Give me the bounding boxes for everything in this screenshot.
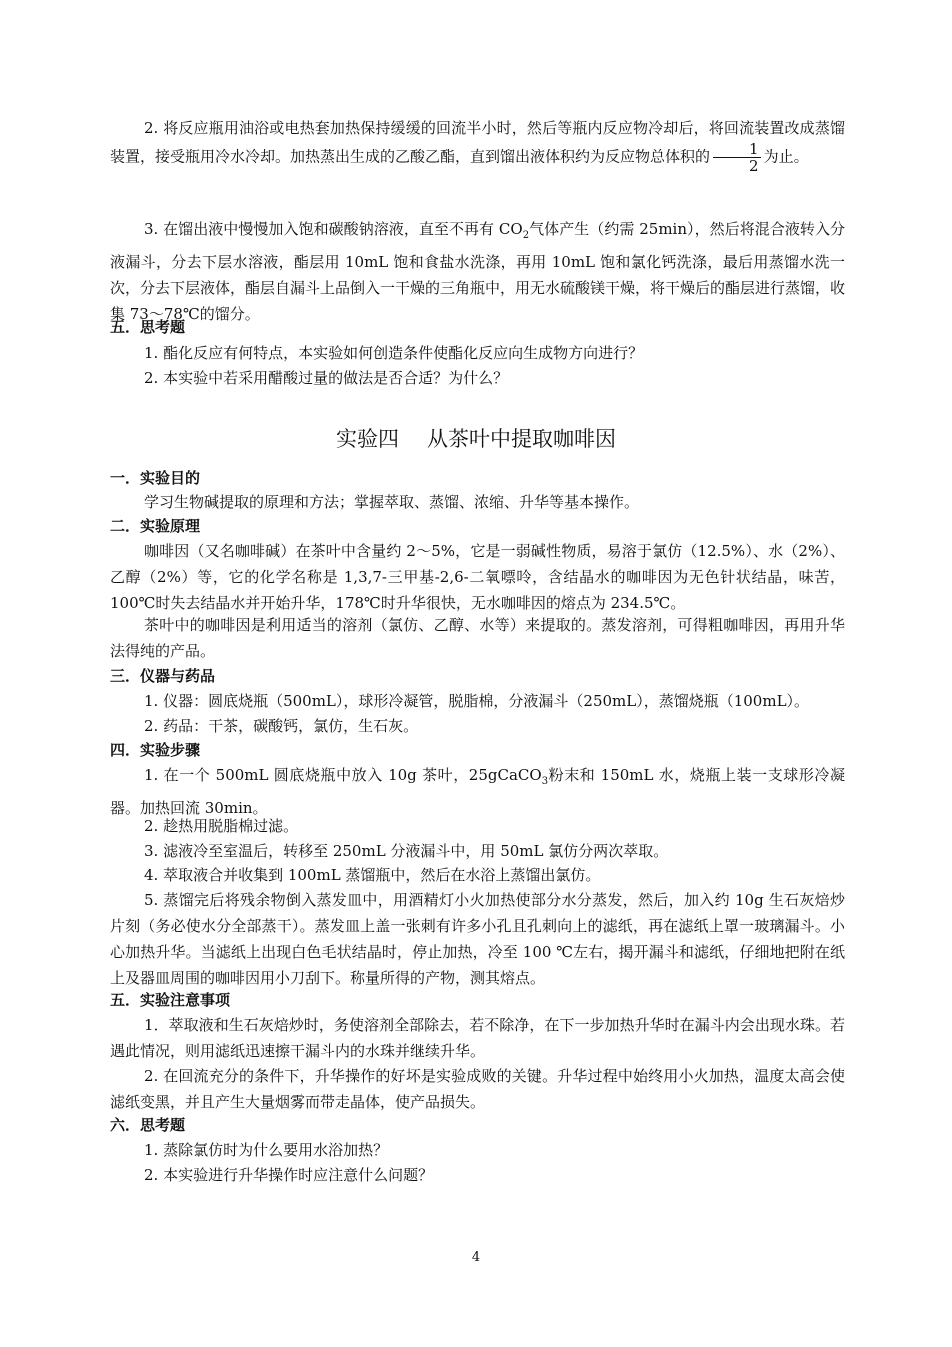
section-6-heading: 六．思考题 (110, 1116, 186, 1134)
section-4-step-4: 4. 萃取液合并收集到 100mL 蒸馏瓶中，然后在水浴上蒸馏出氯仿。 (144, 866, 601, 884)
section-2-paragraph-2: 茶叶中的咖啡因是利用适当的溶剂（氯仿、乙醇、水等）来提取的。蒸发溶剂，可得粗咖啡因，再用升华法得纯的产品。 (110, 616, 845, 660)
prev-step-3 (110, 216, 845, 327)
section-3-item-1: 1. 仪器：圆底烧瓶（500mL），球形冷凝管，脱脂棉，分液漏斗（250mL），蒸馏烧瓶（100mL）。 (144, 692, 810, 710)
section-4-step-1-text-a: 1. 在一个 500mL 圆底烧瓶中放入 10g 茶叶，25gCaCO (144, 766, 542, 784)
section-1-text: 学习生物碱提取的原理和方法；掌握萃取、蒸馏、浓缩、升华等基本操作。 (144, 493, 640, 511)
experiment-number: 实验四 (336, 427, 399, 451)
prev-section-5-heading: 五．思考题 (110, 318, 186, 336)
prev-step-2-end: 为止。 (763, 147, 809, 166)
section-3-item-2: 2. 药品：干茶，碳酸钙，氯仿，生石灰。 (144, 717, 419, 735)
section-1-heading: 一．实验目的 (110, 469, 201, 487)
section-2-heading: 二．实验原理 (110, 517, 201, 535)
section-5-note-1: 1．萃取液和生石灰焙炒时，务使溶剂全部除去，若不除净，在下一步加热升华时在漏斗内会出现水珠。若遇此情况，则用滤纸迅速擦干漏斗内的水珠并继续升华。 (110, 1016, 845, 1060)
page-number: 4 (471, 1250, 481, 1265)
prev-step-2-text: 2. 将反应瓶用油浴或电热套加热保持缓缓的回流半小时，然后等瓶内反应物冷却后，将回流装置改成蒸馏装置，接受瓶用冷水冷却。加热蒸出生成的乙酸乙酯，直到馏出液体积约为反应物总体积的 (110, 119, 845, 166)
fraction-numerator: 1 (713, 141, 761, 158)
prev-question-2: 2. 本实验中若采用醋酸过量的做法是否合适？为什么？ (144, 369, 509, 387)
prev-question-1: 1. 酯化反应有何特点，本实验如何创造条件使酯化反应向生成物方向进行？ (144, 344, 644, 362)
section-6-question-2: 2. 本实验进行升华操作时应注意什么问题？ (144, 1166, 434, 1184)
fraction-denominator: 2 (749, 157, 759, 175)
section-2-paragraph-1: 咖啡因（又名咖啡碱）在茶叶中含量约 2～5%，它是一弱碱性物质，易溶于氯仿（12.5%）、水（2%）、乙醇（2%）等，它的化学名称是 1,3,7-三甲基-2,6-二氧嘌呤，含结晶水的咖啡因为无色针状结晶，味苦，100℃时失去结晶水并开始升华，178℃时升华很快，无水咖啡因的熔点为 234.5℃。 (110, 542, 845, 612)
experiment-name: 从茶叶中提取咖啡因 (427, 427, 616, 451)
section-5-heading: 五．实验注意事项 (110, 991, 231, 1009)
experiment-title (0, 424, 952, 454)
section-5-note-2: 2. 在回流充分的条件下，升华操作的好坏是实验成败的关键。升华过程中始终用小火加热，温度太高会使滤纸变黑，并且产生大量烟雾而带走晶体，使产品损失。 (110, 1067, 845, 1111)
section-6-question-1: 1. 蒸除氯仿时为什么要用水浴加热？ (144, 1141, 389, 1159)
prev-step-3-text-b: 气体产生（约需 25min），然后将混合液转入分液漏斗，分去下层水溶液，酯层用 10mL 饱和食盐水洗涤，再用 10mL 饱和氯化钙洗涤，最后用蒸馏水洗一次，分去下层液体，酯层自漏斗上品倒入一干燥的三角瓶中，用无水硫酸镁干燥，将干燥后的酯层进行蒸馏，收集 73～78℃的馏分。 (110, 220, 846, 323)
co2-subscript: 2 (522, 230, 530, 241)
caco3-subscript: 3 (541, 776, 549, 787)
prev-step-2 (110, 115, 845, 174)
section-4-step-3: 3. 滤液冷至室温后，转移至 250mL 分液漏斗中，用 50mL 氯仿分两次萃取。 (144, 842, 669, 860)
section-4-step-5: 5. 蒸馏完后将残余物倒入蒸发皿中，用酒精灯小火加热使部分水分蒸发，然后，加入约 10g 生石灰焙炒片刻（务必使水分全部蒸干）。蒸发皿上盖一张刺有许多小孔且孔刺向上的滤纸，再在滤纸上罩一玻璃漏斗。小心加热升华。当滤纸上出现白色毛状结晶时，停止加热，冷至 100 ℃左右，揭开漏斗和滤纸，仔细地把附在纸上及器皿周围的咖啡因用小刀刮下。称量所得的产物，测其熔点。 (110, 891, 845, 987)
section-4-heading: 四．实验步骤 (110, 741, 201, 759)
section-4-step-2: 2. 趁热用脱脂棉过滤。 (144, 817, 299, 835)
prev-step-3-text-a: 3. 在馏出液中慢慢加入饱和碳酸钠溶液，直至不再有 CO (144, 220, 523, 238)
section-3-heading: 三．仪器与药品 (110, 667, 216, 685)
fraction-half (713, 141, 761, 174)
section-4-step-1-text-b: 粉末和 150mL 水，烧瓶上装一支球形冷凝器。加热回流 30min。 (110, 766, 845, 817)
